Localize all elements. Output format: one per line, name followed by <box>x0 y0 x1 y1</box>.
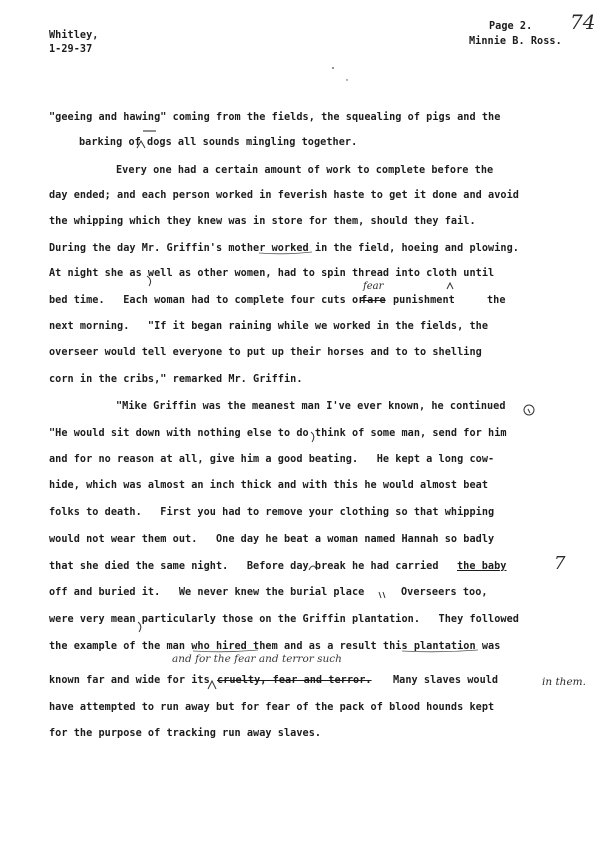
text-line: and for no reason at all, give him a good beating. He kept a long cow- <box>49 454 495 465</box>
header-page-label: Page 2. <box>489 21 533 32</box>
caret-mark <box>447 283 453 289</box>
handwritten-insert: fear <box>363 281 384 292</box>
text-line: were very mean particularly those on the Griffin plantation. They followed <box>49 614 519 625</box>
text-line: next morning. "If it began raining while we worked in the fields, the <box>49 321 489 332</box>
text-line: "geeing and hawing" coming from the fields, the squealing of pigs and the <box>49 112 501 123</box>
text-line-fragment: Overseers too, <box>401 587 488 598</box>
handwritten-margin-note: in them. <box>542 676 586 688</box>
text-line: At night she as well as other women, had to spin thread into cloth until <box>49 268 495 279</box>
struck-phrase: cruelty, fear and terror. <box>217 675 372 686</box>
handwritten-insert: and for the fear and terror such <box>172 653 342 665</box>
text-line-fragment: punishment <box>393 295 455 306</box>
header-name-left: Whitley, <box>49 30 99 41</box>
text-line: overseer would tell everyone to put up their horses and to to shelling <box>49 347 482 358</box>
text-line: folks to death. First you had to remove your clothing so that whipping <box>49 507 495 518</box>
text-line: bed time. Each woman had to complete four cuts or <box>49 295 365 306</box>
text-line: Every one had a certain amount of work to complete before the <box>116 165 494 176</box>
text-line: known far and wide for its <box>49 675 210 686</box>
text-line: the whipping which they knew was in store for them, should they fail. <box>49 216 476 227</box>
text-line: "He would sit down with nothing else to do think of some man, send for him <box>49 428 507 439</box>
text-line: "Mike Griffin was the meanest man I've ever known, he continued <box>116 401 506 412</box>
header-author: Minnie B. Ross. <box>469 36 562 47</box>
text-line: the example of the man who hired them and as a result this plantation was <box>49 641 501 652</box>
struck-word: fare <box>361 295 386 306</box>
text-line: for the purpose of tracking run away slaves. <box>49 728 322 739</box>
handwritten-page-number: 74 <box>570 10 596 34</box>
text-line: have attempted to run away but for fear of the pack of blood hounds kept <box>49 702 495 713</box>
handwritten-margin-mark: 7 <box>554 553 566 574</box>
text-line: day ended; and each person worked in feverish haste to get it done and avoid <box>49 190 519 201</box>
text-line: would not wear them out. One day he beat a woman named Hannah so badly <box>49 534 495 545</box>
text-line-fragment: Many slaves would <box>393 675 499 686</box>
text-line: corn in the cribs," remarked Mr. Griffin. <box>49 374 303 385</box>
underlined-phrase: the baby <box>457 561 507 572</box>
text-line: that she died the same night. Before day break he had carried <box>49 561 439 572</box>
text-line-fragment: the <box>487 295 506 306</box>
header-date: 1-29-37 <box>49 44 93 55</box>
text-line: barking of dogs all sounds mingling together. <box>79 137 358 148</box>
text-line: hide, which was almost an inch thick and with this he would almost beat <box>49 480 489 491</box>
quote-mark <box>379 592 385 598</box>
circle-mark <box>524 405 534 415</box>
text-line: off and buried it. We never knew the burial place <box>49 587 365 598</box>
text-line: During the day Mr. Griffin's mother worked in the field, hoeing and plowing. <box>49 243 519 254</box>
